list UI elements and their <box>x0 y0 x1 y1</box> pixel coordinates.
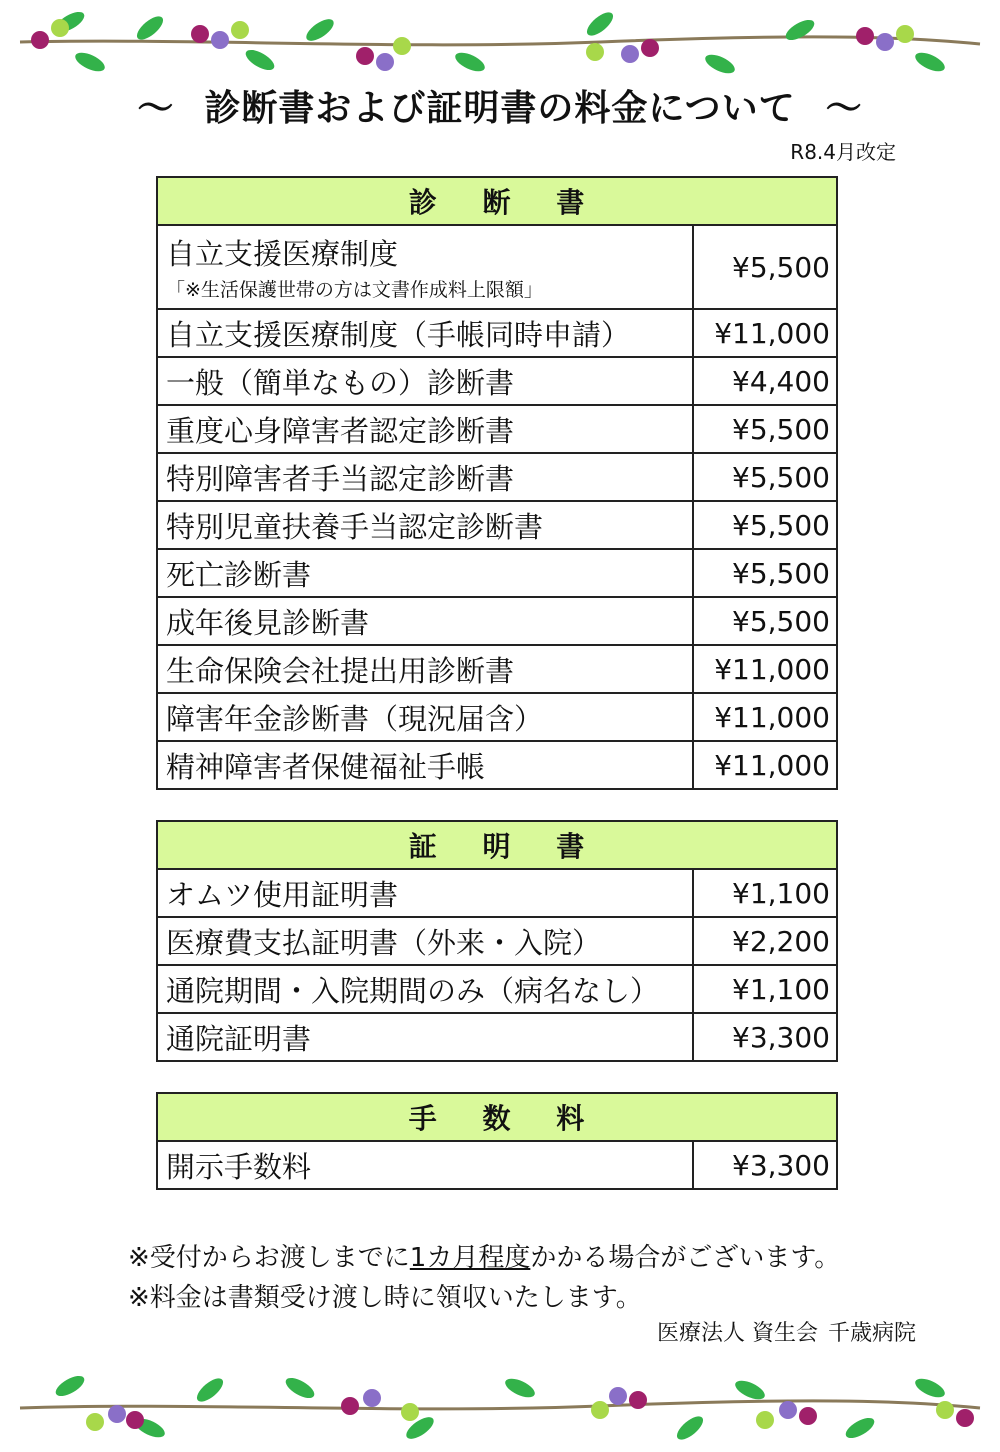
table-row <box>157 549 837 597</box>
note-emphasis: 1カ月程度 <box>409 1243 531 1273</box>
table-row <box>157 693 837 741</box>
item-price: ¥5,500 <box>693 597 837 645</box>
hospital-label: 千歳病院 <box>827 1321 916 1346</box>
item-name: 通院証明書 <box>157 1013 693 1061</box>
table-row <box>157 741 837 789</box>
item-price: ¥11,000 <box>693 741 837 789</box>
table-row <box>157 965 837 1013</box>
note-line-2: ※料金は書類受け渡し時に領収いたします。 <box>128 1283 642 1313</box>
item-name: 死亡診断書 <box>157 549 693 597</box>
table-row <box>157 309 837 357</box>
hospital-name <box>657 1316 916 1347</box>
item-price: ¥11,000 <box>693 693 837 741</box>
table-row <box>157 501 837 549</box>
item-name: 精神障害者保健福祉手帳 <box>157 741 693 789</box>
corporation-name: 医療法人 資生会 <box>656 1321 818 1346</box>
title-tilde-left: ～ <box>137 88 175 129</box>
notes <box>128 1238 840 1318</box>
item-name: 特別障害者手当認定診断書 <box>157 453 693 501</box>
item-name: 開示手数料 <box>157 1141 693 1189</box>
item-name: 成年後見診断書 <box>157 597 693 645</box>
table-row <box>157 869 837 917</box>
item-price: ¥5,500 <box>693 549 837 597</box>
vine-decoration-top <box>0 0 1000 90</box>
item-note: 「※生活保護世帯の方は文書作成料上限額」 <box>166 279 543 301</box>
table-row <box>157 453 837 501</box>
table-row <box>157 645 837 693</box>
item-price: ¥11,000 <box>693 309 837 357</box>
revision-date: R8.4月改定 <box>790 140 896 164</box>
item-price: ¥4,400 <box>693 357 837 405</box>
item-price: ¥3,300 <box>693 1013 837 1061</box>
item-name: 障害年金診断書（現況届含） <box>157 693 693 741</box>
table-row <box>157 1013 837 1061</box>
item-name-text: 自立支援医療制度 <box>166 237 399 271</box>
table-row <box>157 225 837 309</box>
item-price: ¥11,000 <box>693 645 837 693</box>
table-row <box>157 917 837 965</box>
item-name: 特別児童扶養手当認定診断書 <box>157 501 693 549</box>
item-name: 通院期間・入院期間のみ（病名なし） <box>157 965 693 1013</box>
note-text: ※受付からお渡しまでに <box>128 1243 410 1273</box>
vine-decoration-bottom <box>0 1362 1000 1452</box>
title-tilde-right: ～ <box>825 88 863 129</box>
table-row <box>157 357 837 405</box>
item-price: ¥5,500 <box>693 405 837 453</box>
item-price: ¥5,500 <box>693 225 837 309</box>
item-name: 重度心身障害者認定診断書 <box>157 405 693 453</box>
section-heading: 証 明 書 <box>157 821 837 869</box>
item-price: ¥5,500 <box>693 501 837 549</box>
diagnosis-fee-table <box>156 176 838 790</box>
item-price: ¥3,300 <box>693 1141 837 1189</box>
note-line-1 <box>128 1238 840 1278</box>
item-name: 一般（簡単なもの）診断書 <box>157 357 693 405</box>
certificate-fee-table <box>156 820 838 1062</box>
item-price: ¥1,100 <box>693 965 837 1013</box>
section-heading: 診 断 書 <box>157 177 837 225</box>
table-row <box>157 1141 837 1189</box>
handling-fee-table <box>156 1092 838 1190</box>
item-name: 生命保険会社提出用診断書 <box>157 645 693 693</box>
page-title <box>0 80 1000 131</box>
item-price: ¥2,200 <box>693 917 837 965</box>
note-text: かかる場合がございます。 <box>530 1243 841 1273</box>
table-row <box>157 405 837 453</box>
item-name: 自立支援医療制度（手帳同時申請） <box>157 309 693 357</box>
title-text: 診断書および証明書の料金について <box>204 88 796 129</box>
item-name: オムツ使用証明書 <box>157 869 693 917</box>
item-price: ¥1,100 <box>693 869 837 917</box>
section-heading: 手 数 料 <box>157 1093 837 1141</box>
item-price: ¥5,500 <box>693 453 837 501</box>
item-name <box>157 225 693 309</box>
table-row <box>157 597 837 645</box>
item-name: 医療費支払証明書（外来・入院） <box>157 917 693 965</box>
